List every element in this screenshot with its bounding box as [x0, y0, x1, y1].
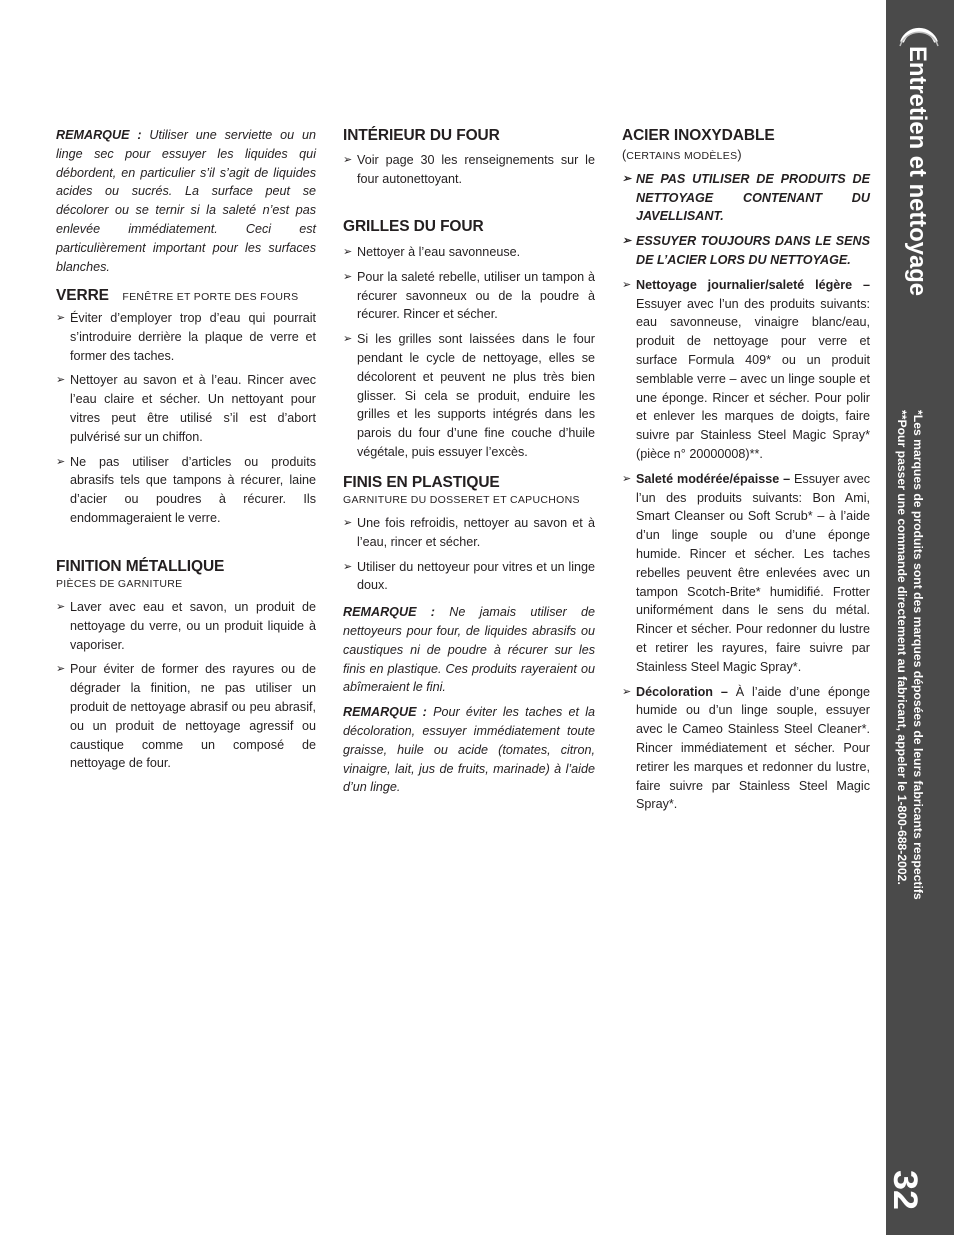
page-number-text: 32: [886, 1170, 924, 1208]
section-grilles: [343, 217, 595, 462]
list-item: ➢ Laver avec eau et savon, un produit de nettoyage du verre, ou un produit liquide à vaporiser.: [56, 598, 316, 654]
list-item: ➢ Pour la saleté rebelle, utiliser un tampon à récurer savonneux ou de la poudre à récurer. Rincer et sécher.: [343, 268, 595, 324]
trademark-notes: [894, 410, 926, 940]
section-title: GRILLES DU FOUR: [343, 218, 484, 235]
trademark-note: *Les marques de produits sont des marques déposées de leurs fabricants respectifs: [911, 410, 925, 900]
section-verre: [56, 286, 316, 528]
list-item: ➢ Voir page 30 les renseignements sur le four autonettoyant.: [343, 151, 595, 189]
section-title: VERRE: [56, 287, 109, 304]
remark-text: Pour éviter les taches et la décoloration, essuyer immédiatement toute graisse, huile ou acide (tomates, citron, vinaigre, lait, jus de fruits, marinade) à l’aide d’un linge.: [343, 705, 595, 795]
warning-bleach: ➢ NE PAS UTILISER DE PRODUITS DE NETTOYAGE CONTENANT DU JAVELLISANT.: [622, 170, 870, 226]
section-interieur: [343, 126, 595, 189]
warning-direction: ➢ ESSUYER TOUJOURS DANS LE SENS DE L’ACIER LORS DU NETTOYAGE.: [622, 232, 870, 270]
remark-plastic-cleaners: [343, 603, 595, 697]
remark-label: REMARQUE :: [56, 128, 142, 142]
section-subtitle: FENÊTRE ET PORTE DES FOURS: [122, 291, 299, 303]
chapter-title-text: Entretien et nettoyage: [904, 46, 931, 299]
list-item-discoloration: ➢ Décoloration – À l’aide d’une éponge humide ou d’un linge souple, essuyer avec le Cameo Stainless Steel Cleaner*. Rincer immédiatement et sécher. Pour retirer les marques et redonner du lustre, faire suivre par Stainless Steel Magic Spray*.: [622, 683, 870, 815]
section-subtitle-line: (CERTAINS MODÈLES): [622, 148, 742, 162]
remark-stains: [343, 703, 595, 797]
list-item-daily: ➢ Nettoyage journalier/saleté légère – Essuyer avec l’un des produits suivants: eau savonneuse, vinaigre blanc/eau, produit de nettoyage pour verre et surface Formula 409* ou un produit semblable verre – avec un linge souple et une éponge. Rincer et sécher. Pour polir et enlever les marques de doigts, faire suivre par Stainless Steel Magic Spray* (pièce n° 20000008)**.: [622, 276, 870, 464]
remark-label: REMARQUE :: [343, 605, 435, 620]
remark-text: Utiliser une serviette ou un linge sec pour essuyer les liquides qui débordent, en particulier s’il s’agit de liquides acides ou sucrés. La surface peut se décolorer ou se ternir si la saleté n’est pas enlevée immédiatement. Ceci est particulièrement important pour les surfaces blanches.: [56, 128, 316, 274]
list-item-moderate: ➢ Saleté modérée/épaisse – Essuyer avec l’un des produits suivants: Bon Ami, Smart Cleanser ou Soft Scrub* – à l’aide d’un linge souple ou d’une éponge humide. Rincer et sécher. Les taches rebelles peuvent être enlevées avec un tampon Scotch-Brite* humidifié. Frotter uniformément dans le sens du métal. Rincer et sécher. Pour redonner du lustre et retirer les rayures, faire suivre par Stainless Steel Magic Spray*.: [622, 470, 870, 677]
section-title: ACIER INOXYDABLE: [622, 127, 775, 144]
section-title: FINITION MÉTALLIQUE: [56, 558, 225, 575]
section-finition: [56, 557, 316, 773]
list-item: ➢ Si les grilles sont laissées dans le four pendant le cycle de nettoyage, elles se décolorent et peuvent ne plus très bien glisser. Si cela se produit, enduire les grilles et les supports intégrés dans les parois du four d’une fine couche d’huile végétale, puis essuyer l’excès.: [343, 330, 595, 462]
chapter-title-graphic: [896, 6, 942, 306]
chapter-title: [896, 6, 942, 306]
list-item: ➢ Utiliser du nettoyeur pour vitres et un linge doux.: [343, 558, 595, 596]
list-item: ➢ Éviter d’employer trop d’eau qui pourrait s’introduire derrière la plaque de verre et former des taches.: [56, 309, 316, 365]
list-item: ➢ Une fois refroidis, nettoyer au savon et à l’eau, rincer et sécher.: [343, 514, 595, 552]
list-item: ➢ Pour éviter de former des rayures ou de dégrader la finition, ne pas utiliser un produit de nettoyage abrasif ou peu abrasif, ou un produit de nettoyage agressif ou caustique comme un composé de nettoyage de four.: [56, 660, 316, 773]
remark-spills: [56, 126, 316, 276]
section-title: INTÉRIEUR DU FOUR: [343, 127, 500, 144]
order-note: **Pour passer une commande directement au fabricant, appeler le 1-800-688-2002.: [895, 410, 909, 885]
section-title: FINIS EN PLASTIQUE: [343, 474, 500, 491]
list-item: ➢ Nettoyer au savon et à l’eau. Rincer avec l’eau claire et sécher. Un nettoyant pour vitres peut être utilisé s’il est d’abort pulvérisé sur un chiffon.: [56, 371, 316, 446]
remark-label: REMARQUE :: [343, 705, 427, 720]
section-subtitle: GARNITURE DU DOSSERET ET CAPUCHONS: [343, 494, 580, 506]
section-plastique: [343, 473, 595, 797]
list-item: ➢ Nettoyer à l’eau savonneuse.: [343, 243, 595, 262]
list-item: ➢ Ne pas utiliser d’articles ou produits abrasifs tels que tampons à récurer, laine d’acier ou poudres à récurer. Ils endommageraient le verre.: [56, 453, 316, 528]
section-acier: [622, 126, 870, 814]
section-subtitle: PIÈCES DE GARNITURE: [56, 578, 183, 590]
page-number: [880, 1158, 940, 1218]
section-subtitle: CERTAINS MODÈLES: [626, 150, 738, 162]
remark-text: Ne jamais utiliser de nettoyeurs pour four, de liquides abrasifs ou caustiques ni de poudre à récurer sur les finis en plastique. Ces produits rayeraient ou abîmeraient le fini.: [343, 605, 595, 695]
